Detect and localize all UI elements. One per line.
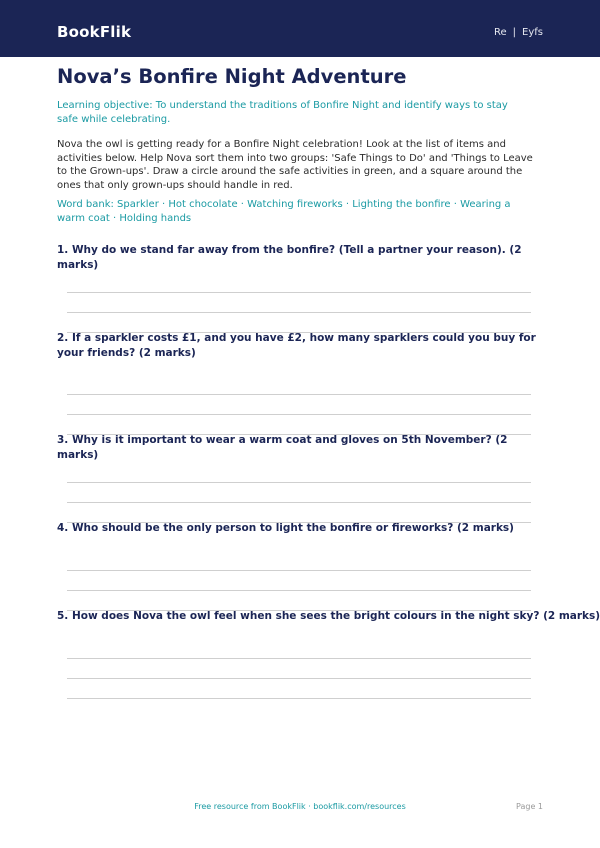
brand-logo-text: BookFlik xyxy=(57,23,132,41)
meta-separator: | xyxy=(512,27,517,38)
answer-line[interactable] xyxy=(67,292,531,293)
question-text: 5. How does Nova the owl feel when she sees the bright colours in the night sky? (2 marks) xyxy=(57,610,600,622)
question-text: 2. If a sparkler costs £1, and you have £2, how many sparklers could you buy for your friends? (2 marks) xyxy=(57,332,536,359)
question-text: 3. Why is it important to wear a warm coat and gloves on 5th November? (2 marks) xyxy=(57,434,508,461)
intro-instructions: Nova the owl is getting ready for a Bonfire Night celebration! Look at the list of items and activities below. Help Nova sort them into two groups: 'Safe Things to Do' and 'Things to Leave to the Grown-ups'. Draw a circle around the safe activities in green, and a square around the ones that only grown-ups should handle in red. xyxy=(57,139,533,191)
question-3 xyxy=(57,433,543,463)
page-number: Page 1 xyxy=(516,802,543,811)
header-meta xyxy=(494,26,543,40)
page-header xyxy=(0,0,600,57)
answer-line[interactable] xyxy=(67,590,531,591)
answer-line[interactable] xyxy=(67,312,531,313)
answer-line[interactable] xyxy=(67,502,531,503)
subject-label: Re xyxy=(494,27,507,38)
footer-resource-link[interactable]: Free resource from BookFlik · bookflik.com/resources xyxy=(194,802,406,811)
answer-line[interactable] xyxy=(67,394,531,395)
level-label: Eyfs xyxy=(522,27,543,38)
question-1 xyxy=(57,243,543,273)
word-bank: Word bank: Sparkler · Hot chocolate · Watching fireworks · Lighting the bonfire · Wearing a warm coat · Holding hands xyxy=(57,199,511,224)
answer-line[interactable] xyxy=(67,570,531,571)
answer-line[interactable] xyxy=(67,414,531,415)
question-5 xyxy=(57,609,600,624)
answer-line[interactable] xyxy=(67,658,531,659)
question-text: 4. Who should be the only person to light the bonfire or fireworks? (2 marks) xyxy=(57,522,514,534)
answer-line[interactable] xyxy=(67,678,531,679)
worksheet-title: Nova’s Bonfire Night Adventure xyxy=(57,65,407,88)
question-text: 1. Why do we stand far away from the bonfire? (Tell a partner your reason). (2 marks) xyxy=(57,244,522,271)
question-2 xyxy=(57,331,543,361)
answer-line[interactable] xyxy=(67,698,531,699)
question-4 xyxy=(57,521,543,536)
learning-objective: Learning objective: To understand the traditions of Bonfire Night and identify ways to stay safe while celebrating. xyxy=(57,100,508,125)
answer-line[interactable] xyxy=(67,482,531,483)
